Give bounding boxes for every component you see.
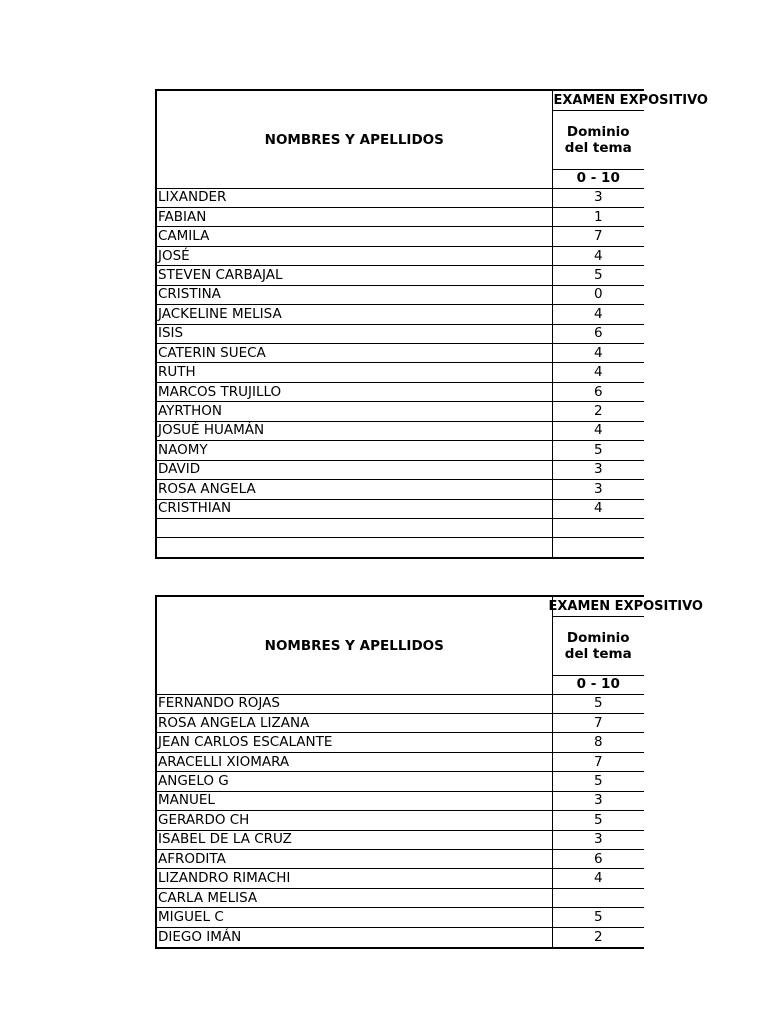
student-name-cell: CATERIN SUECA: [157, 344, 552, 363]
table-row: [157, 538, 644, 557]
table-row: [157, 324, 644, 343]
table-row: [157, 830, 644, 849]
table-row: [157, 772, 644, 791]
score-cell: 4: [552, 869, 644, 888]
exam-header: [548, 597, 703, 617]
score-cell: 3: [552, 830, 644, 849]
table-row: [157, 888, 644, 907]
student-name-cell: STEVEN CARBAJAL: [157, 266, 552, 285]
score-cell: 4: [552, 246, 644, 265]
student-name-cell: CRISTHIAN: [157, 499, 552, 518]
student-name-cell: ROSA ANGELA LIZANA: [157, 713, 552, 732]
table-row: [157, 733, 644, 752]
student-name-cell: FABIAN: [157, 207, 552, 226]
table-row: [157, 713, 644, 732]
score-cell: [552, 888, 644, 907]
score-cell: 5: [552, 266, 644, 285]
score-cell: 7: [552, 713, 644, 732]
score-cell: 4: [552, 421, 644, 440]
student-name-cell: CRISTINA: [157, 285, 552, 304]
student-name-cell: [157, 518, 552, 537]
criterion-header: Dominio del tema: [552, 111, 644, 170]
table-row: [157, 441, 644, 460]
student-name-cell: GERARDO CH: [157, 811, 552, 830]
table-row: [157, 402, 644, 421]
student-name-cell: JOSÉ: [157, 246, 552, 265]
exam-header-label: EXAMEN EXPOSITIVO: [553, 93, 708, 108]
score-cell: 5: [552, 441, 644, 460]
student-name-cell: AFRODITA: [157, 850, 552, 869]
score-cell: 7: [552, 227, 644, 246]
student-name-cell: RUTH: [157, 363, 552, 382]
names-column-header: NOMBRES Y APELLIDOS: [157, 597, 552, 694]
table-row: [157, 285, 644, 304]
table-row: [157, 382, 644, 401]
student-name-cell: JEAN CARLOS ESCALANTE: [157, 733, 552, 752]
score-cell: 5: [552, 908, 644, 927]
table-row: [157, 850, 644, 869]
student-name-cell: JOSUÉ HUAMÁN: [157, 421, 552, 440]
student-name-cell: CARLA MELISA: [157, 888, 552, 907]
score-cell: 7: [552, 752, 644, 771]
table-row: [157, 305, 644, 324]
score-cell: [552, 518, 644, 537]
student-name-cell: ISIS: [157, 324, 552, 343]
score-cell: 1: [552, 207, 644, 226]
table-row: [157, 363, 644, 382]
grades-grid-2: [157, 597, 703, 947]
table-row: [157, 344, 644, 363]
table-row: [157, 791, 644, 810]
student-name-cell: MANUEL: [157, 791, 552, 810]
score-cell: 2: [552, 927, 644, 946]
student-name-cell: [157, 538, 552, 557]
student-name-cell: CAMILA: [157, 227, 552, 246]
score-cell: 6: [552, 324, 644, 343]
score-cell: 3: [552, 791, 644, 810]
range-header: 0 - 10: [552, 170, 644, 189]
table-row: [157, 460, 644, 479]
table-row: [157, 752, 644, 771]
score-cell: 5: [552, 811, 644, 830]
criterion-header: Dominio del tema: [552, 617, 644, 676]
score-cell: 3: [552, 188, 644, 207]
student-name-cell: DAVID: [157, 460, 552, 479]
table-row: [157, 207, 644, 226]
table-row: [157, 227, 644, 246]
table-row: [157, 480, 644, 499]
student-name-cell: ROSA ANGELA: [157, 480, 552, 499]
score-cell: 4: [552, 344, 644, 363]
score-cell: 0: [552, 285, 644, 304]
student-rows-1: [157, 188, 644, 557]
score-cell: 6: [552, 382, 644, 401]
table-row: [157, 499, 644, 518]
student-name-cell: MARCOS TRUJILLO: [157, 382, 552, 401]
score-cell: [552, 538, 644, 557]
student-name-cell: NAOMY: [157, 441, 552, 460]
table-row: [157, 869, 644, 888]
score-cell: 4: [552, 499, 644, 518]
score-cell: 4: [552, 305, 644, 324]
table-row: [157, 811, 644, 830]
student-name-cell: ISABEL DE LA CRUZ: [157, 830, 552, 849]
score-cell: 2: [552, 402, 644, 421]
score-cell: 8: [552, 733, 644, 752]
table-row: [157, 266, 644, 285]
student-name-cell: DIEGO IMÁN: [157, 927, 552, 946]
student-name-cell: AYRTHON: [157, 402, 552, 421]
student-name-cell: LIZANDRO RIMACHI: [157, 869, 552, 888]
table-row: [157, 694, 644, 713]
score-cell: 6: [552, 850, 644, 869]
table-row: [157, 518, 644, 537]
student-name-cell: LIXANDER: [157, 188, 552, 207]
score-cell: 4: [552, 363, 644, 382]
table-row: [157, 421, 644, 440]
student-name-cell: ANGELO G: [157, 772, 552, 791]
student-name-cell: MIGUEL C: [157, 908, 552, 927]
table-row: [157, 188, 644, 207]
exam-header-label: EXAMEN EXPOSITIVO: [548, 599, 703, 614]
score-cell: 3: [552, 480, 644, 499]
grades-table-1: [155, 89, 708, 559]
score-cell: 5: [552, 694, 644, 713]
student-name-cell: ARACELLI XIOMARA: [157, 752, 552, 771]
table-row: [157, 927, 644, 946]
student-name-cell: FERNANDO ROJAS: [157, 694, 552, 713]
range-header: 0 - 10: [552, 676, 644, 695]
grades-table-2: [155, 595, 703, 949]
score-cell: 3: [552, 460, 644, 479]
student-rows-2: [157, 694, 644, 947]
names-column-header: NOMBRES Y APELLIDOS: [157, 91, 552, 188]
exam-header: [552, 91, 708, 111]
table-row: [157, 246, 644, 265]
grades-grid-1: [157, 91, 708, 557]
student-name-cell: JACKELINE MELISA: [157, 305, 552, 324]
table-row: [157, 908, 644, 927]
score-cell: 5: [552, 772, 644, 791]
